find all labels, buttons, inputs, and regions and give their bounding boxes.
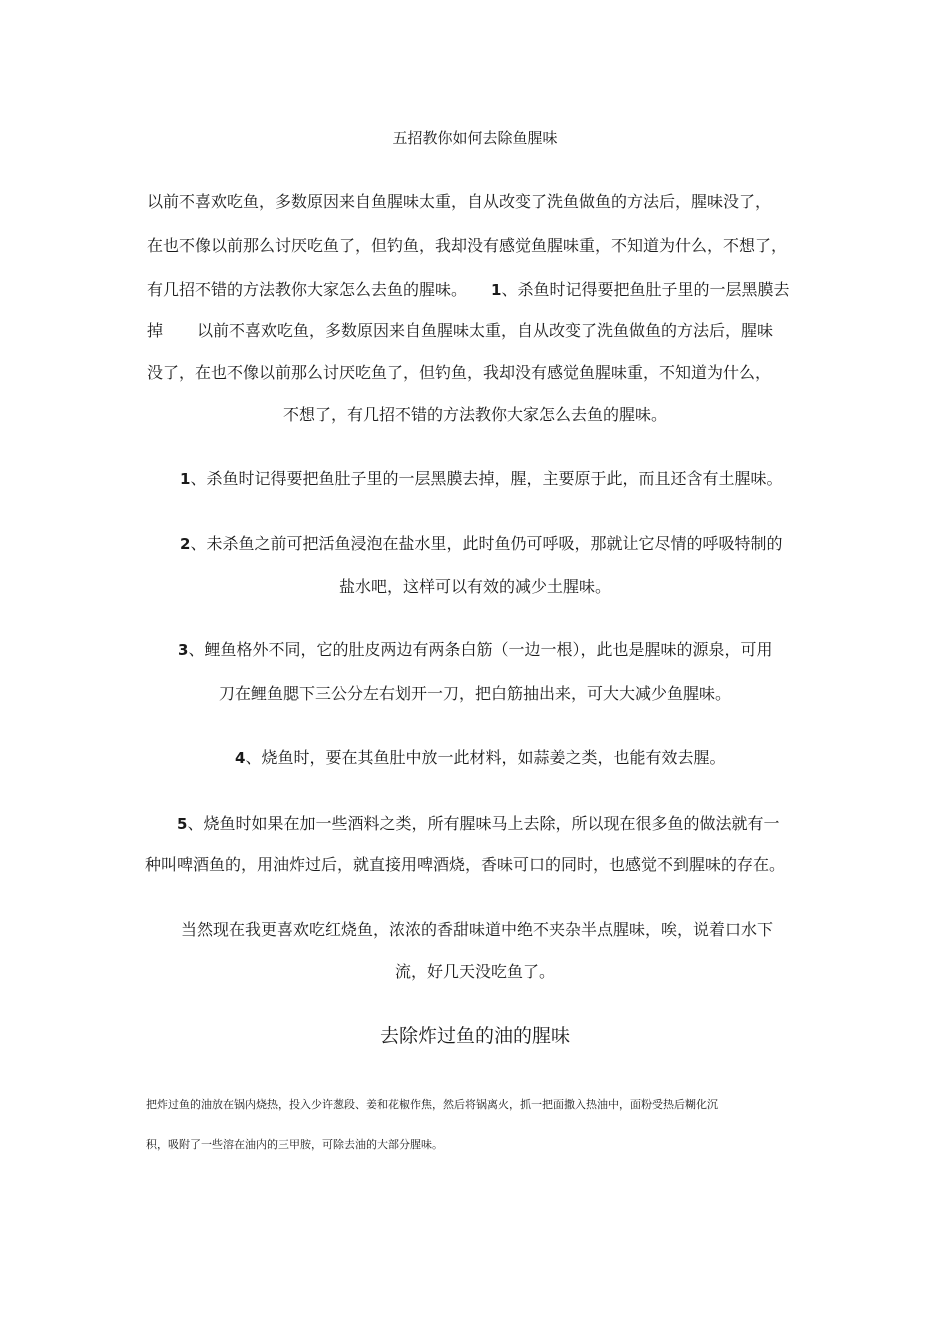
tip-text: 、烧鱼时，要在其鱼肚中放一此材料，如蒜姜之类，也能有效去腥。 <box>245 748 726 767</box>
intro-line-2: 在也不像以前那么讨厌吃鱼了，但钓鱼，我却没有感觉鱼腥味重，不知道为什么，不想了， <box>147 236 788 255</box>
closing-line-2: 流，好几天没吃鱼了。 <box>394 962 555 981</box>
intro-line-4-start: 掉 <box>147 321 164 340</box>
document-title: 五招教你如何去除鱼腥味 <box>392 129 558 147</box>
tip-1 <box>180 469 782 489</box>
intro-line-4-text: 以前不喜欢吃鱼，多数原因来自鱼腥味太重，自从改变了洗鱼做鱼的方法后，腥味 <box>197 321 774 340</box>
tip-2-line-2: 盐水吧，这样可以有效的减少土腥味。 <box>338 577 611 596</box>
section-2-line-2: 积，吸附了一些溶在油内的三甲胺，可除去油的大部分腥味。 <box>146 1138 443 1151</box>
tip-number: 1 <box>180 470 191 488</box>
intro-tip-number: 1 <box>491 281 502 299</box>
tip-number: 4 <box>235 749 246 767</box>
tip-2 <box>180 534 782 554</box>
intro-line-3-text: 有几招不错的方法教你大家怎么去鱼的腥味。 <box>147 280 468 299</box>
tip-text: 、杀鱼时记得要把鱼肚子里的一层黑膜去掉，腥，主要原于此，而且还含有土腥味。 <box>190 469 783 488</box>
intro-line-4 <box>147 321 773 341</box>
tip-text: 、烧鱼时如果在加一些酒料之类，所有腥味马上去除，所以现在很多鱼的做法就有一 <box>187 814 780 833</box>
tip-text: 、未杀鱼之前可把活鱼浸泡在盐水里，此时鱼仍可呼吸，那就让它尽情的呼吸特制的 <box>190 534 783 553</box>
intro-line-5: 没了，在也不像以前那么讨厌吃鱼了，但钓鱼，我却没有感觉鱼腥味重，不知道为什么， <box>147 363 772 382</box>
intro-line-1: 以前不喜欢吃鱼，多数原因来自鱼腥味太重，自从改变了洗鱼做鱼的方法后，腥味没了， <box>147 192 772 211</box>
tip-5-line-2: 种叫啤酒鱼的，用油炸过后，就直接用啤酒烧，香味可口的同时，也感觉不到腥味的存在。 <box>145 855 786 874</box>
tip-3-line-2: 刀在鲤鱼腮下三公分左右划开一刀，把白筋抽出来，可大大减少鱼腥味。 <box>218 684 731 703</box>
tip-3 <box>178 640 772 660</box>
section-2-line-1: 把炸过鱼的油放在锅内烧热，投入少许葱段、姜和花椒作焦，然后将锅离火，抓一把面撒入热油中，面粉受热后糊化沉 <box>146 1098 718 1111</box>
section-2-title: 去除炸过鱼的油的腥味 <box>379 1025 570 1047</box>
tip-text: 、鲤鱼格外不同，它的肚皮两边有两条白筋（一边一根），此也是腥味的源泉，可用 <box>188 640 773 659</box>
intro-line-3-tip: 、杀鱼时记得要把鱼肚子里的一层黑膜去 <box>501 280 790 299</box>
intro-line-3 <box>147 280 789 300</box>
tip-4 <box>235 748 725 768</box>
tip-number: 3 <box>178 641 189 659</box>
closing-line-1: 当然现在我更喜欢吃红烧鱼，浓浓的香甜味道中绝不夹杂半点腥味，唉，说着口水下 <box>181 920 774 939</box>
intro-line-6: 不想了，有几招不错的方法教你大家怎么去鱼的腥味。 <box>282 405 667 424</box>
tip-number: 2 <box>180 535 191 553</box>
tip-5 <box>177 814 779 834</box>
tip-number: 5 <box>177 815 188 833</box>
